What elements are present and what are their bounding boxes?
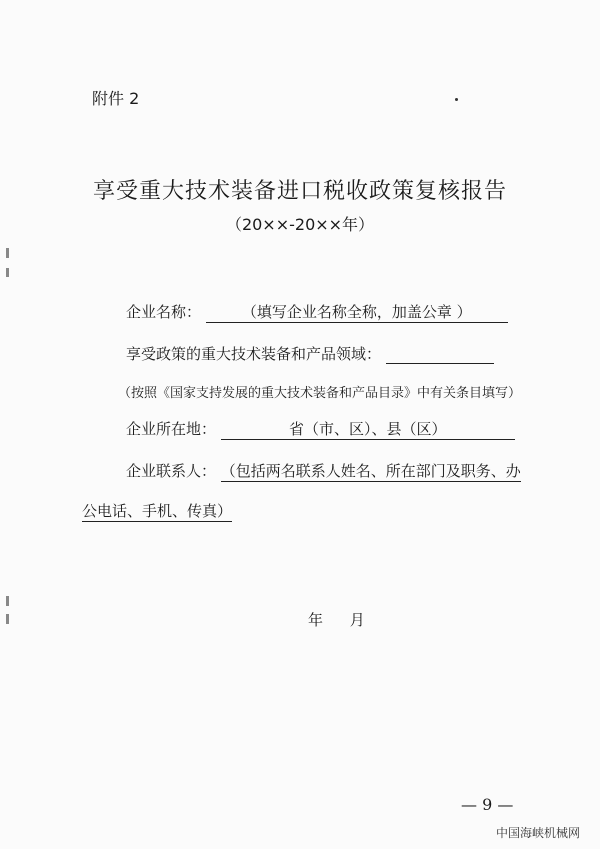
scan-dot [455,98,458,101]
domain-label: 享受政策的重大技术装备和产品领域： [126,345,382,363]
contact-hint-line1: （包括两名联系人姓名、所在部门及职务、办 [220,462,521,480]
company-name-hint: （填写企业名称全称，加盖公章 ） [241,303,472,321]
company-name-field [206,301,508,323]
domain-row [126,343,494,364]
company-name-label: 企业名称： [126,303,202,321]
contact-label: 企业联系人： [126,462,217,480]
company-name-row [126,301,508,323]
contact-row [126,460,521,482]
location-row [126,418,515,440]
domain-field [386,347,494,364]
attachment-label: 附件 2 [92,89,140,108]
scan-mark [6,614,9,624]
contact-hint-line2: 公电话、手机、传真） [82,502,233,520]
domain-note: （按照《国家支持发展的重大技术装备和产品目录》中有关条目填写） [118,386,522,401]
location-hint: 省（市、区）、县（区） [289,420,447,438]
location-label: 企业所在地： [126,420,217,438]
contact-row-continued [82,500,232,522]
document-title: 享受重大技术装备进口税收政策复核报告 [92,179,507,204]
location-field [221,418,515,440]
page-number: — 9 — [461,795,514,814]
date-line: 年 月 [308,611,365,629]
scan-mark [6,268,9,277]
scan-mark [6,248,9,258]
document-subtitle: （20××-20××年） [225,215,375,234]
scan-mark [6,596,9,606]
watermark: 中国海峡机械网 [495,826,580,840]
